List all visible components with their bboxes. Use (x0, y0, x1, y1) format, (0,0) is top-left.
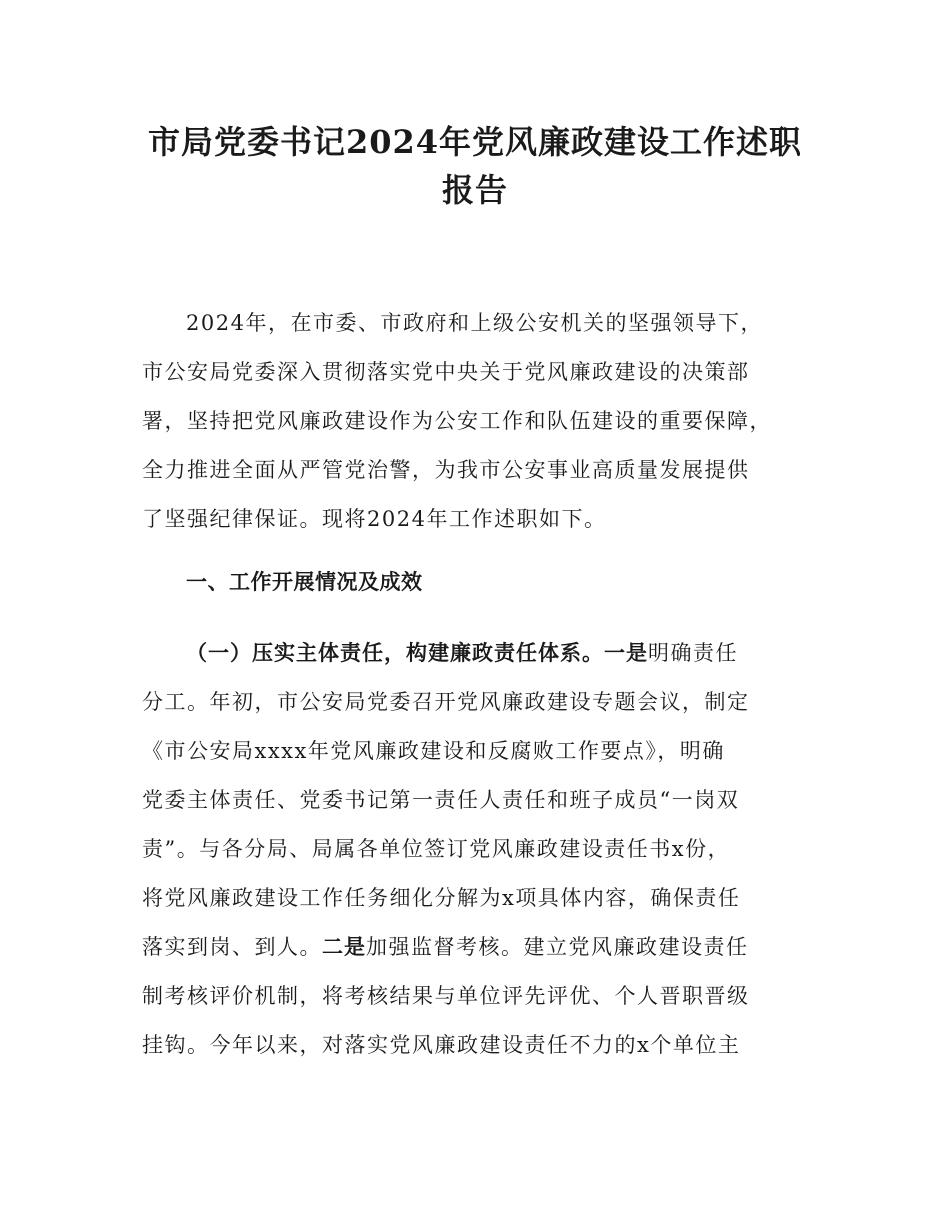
point-marker: 一是 (604, 640, 648, 665)
intro-paragraph-line: 了坚强纪律保证。现将2024年工作述职如下。 (142, 507, 607, 531)
document-title-line-1: 市局党委书记2024年党风廉政建设工作述职 (147, 123, 803, 161)
intro-paragraph-line: 署，坚持把党风廉政建设作为公安工作和队伍建设的重要保障， (142, 409, 772, 433)
subsection-heading: （一）压实主体责任，构建廉政责任体系。 (186, 640, 604, 665)
intro-paragraph-line: 全力推进全面从严管党治警，为我市公安事业高质量发展提供 (142, 458, 750, 482)
subsection-paragraph-line: 《市公安局xxxx年党风廉政建设和反腐败工作要点》，明确 (142, 739, 725, 763)
subsection-paragraph-line: 责”。与各分局、局属各单位签订党风廉政建设责任书x份， (142, 837, 731, 861)
document-title-line-2: 报告 (441, 171, 508, 209)
body-text: 明确责任 (648, 641, 738, 665)
point-marker: 二是 (322, 934, 366, 959)
subsection-paragraph-line: 党委主体责任、党委书记第一责任人责任和班子成员“一岗双 (142, 788, 740, 812)
subsection-paragraph-line: 挂钩。今年以来，对落实党风廉政建设责任不力的x个单位主 (142, 1033, 741, 1057)
body-text: 加强监督考核。建立党风廉政建设责任 (366, 935, 749, 959)
subsection-paragraph-line (186, 638, 738, 668)
intro-paragraph-line: 2024年，在市委、市政府和上级公安机关的坚强领导下， (186, 311, 763, 335)
subsection-paragraph-line: 制考核评价机制，将考核结果与单位评先评优、个人晋职晋级 (142, 984, 750, 1008)
subsection-paragraph-line: 分工。年初，市公安局党委召开党风廉政建设专题会议，制定 (142, 690, 750, 714)
subsection-paragraph-line (142, 932, 749, 962)
subsection-paragraph-line: 将党风廉政建设工作任务细化分解为x项具体内容，确保责任 (142, 886, 741, 910)
body-text: 落实到岗、到人。 (142, 935, 322, 959)
section-heading: 一、工作开展情况及成效 (186, 570, 423, 594)
intro-paragraph-line: 市公安局党委深入贯彻落实党中央关于党风廉政建设的决策部 (142, 360, 750, 384)
